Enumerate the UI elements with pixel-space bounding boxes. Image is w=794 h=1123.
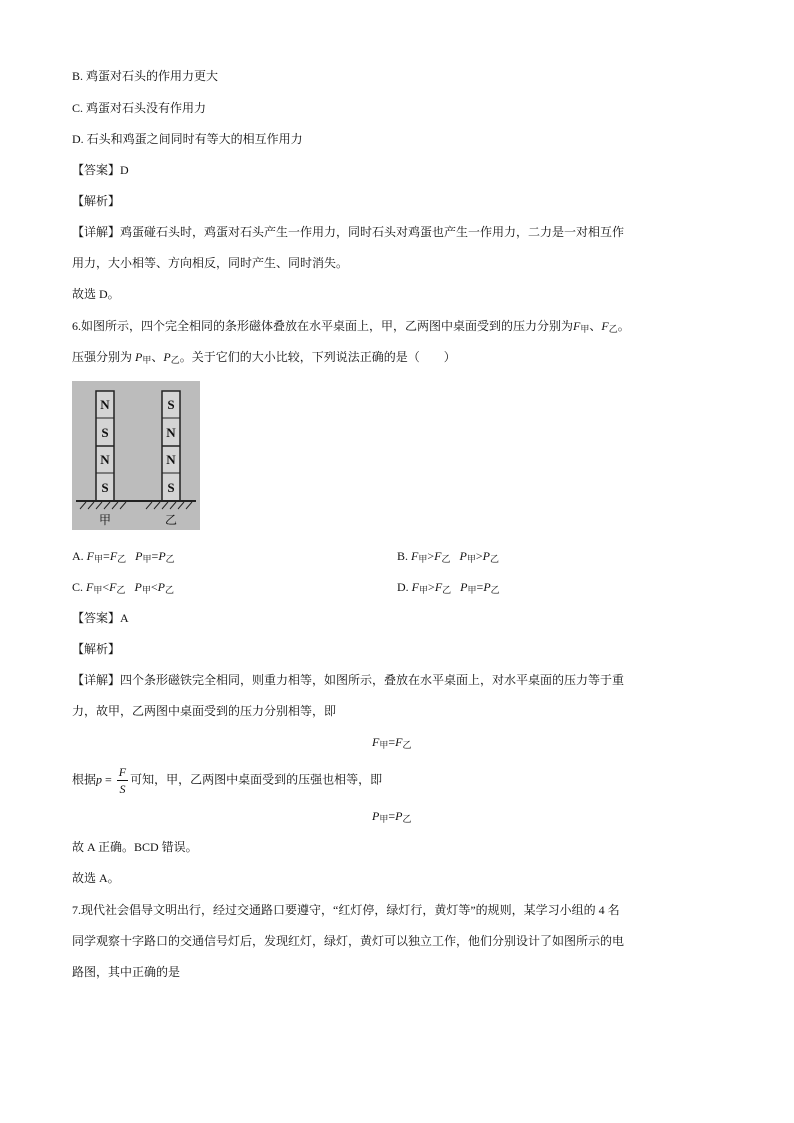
- q6-stem-text: 。关于它们的大小比较，下列说法正确的是（ ）: [179, 350, 456, 364]
- right-pole-label-1: S: [167, 397, 175, 412]
- subscript-jia: 甲: [466, 554, 476, 564]
- fraction-denominator: S: [119, 782, 126, 796]
- q5-answer: [72, 160, 129, 180]
- subscript-yi: 乙: [442, 585, 452, 595]
- subscript-jia: 甲: [418, 554, 428, 564]
- relation: =: [476, 580, 484, 594]
- left-pole-label-4: S: [101, 480, 109, 495]
- formula-equals: =: [102, 772, 115, 787]
- pressure-symbol: P: [135, 350, 143, 364]
- q6-option-c: [72, 577, 174, 600]
- force-symbol: F: [372, 735, 380, 749]
- q5-option-d: D. 石头和鸡蛋之间同时有等大的相互作用力: [72, 132, 303, 146]
- subscript-yi: 乙: [402, 814, 412, 824]
- right-pole-label-4: S: [167, 480, 175, 495]
- force-symbol: F: [109, 549, 118, 563]
- option-letter: D.: [397, 580, 409, 594]
- option-letter: B.: [397, 549, 409, 563]
- formula-prefix: 根据: [72, 772, 97, 787]
- q6-equation-force: [372, 732, 412, 755]
- separator: 、: [151, 350, 164, 364]
- separator: 、: [589, 319, 602, 333]
- q6-stem-line-1: [72, 316, 630, 339]
- pressure-symbol: P: [134, 580, 142, 594]
- right-pole-label-2: N: [166, 425, 176, 440]
- force-symbol: F: [573, 319, 581, 333]
- q6-formula-line: [72, 764, 382, 797]
- relation: =: [103, 549, 110, 563]
- pressure-symbol: P: [482, 549, 490, 563]
- option-letter: C.: [72, 580, 84, 594]
- pressure-symbol: P: [157, 580, 165, 594]
- subscript-jia: 甲: [142, 355, 152, 365]
- subscript-jia: 甲: [580, 324, 590, 334]
- figure-label-jia: 甲: [98, 513, 112, 527]
- answer-value: D: [120, 163, 129, 177]
- force-symbol: F: [601, 319, 609, 333]
- q7-stem-line-3: 路图，其中正确的是: [72, 965, 181, 979]
- force-symbol: F: [395, 735, 403, 749]
- force-symbol: F: [86, 580, 94, 594]
- subscript-jia: 甲: [141, 585, 151, 595]
- q6-result: 故 A 正确。BCD 错误。: [72, 840, 198, 854]
- q6-stem-line-2: [72, 347, 456, 370]
- left-pole-label-3: N: [100, 452, 110, 467]
- right-pole-label-3: N: [166, 452, 176, 467]
- q6-stem-text: 压强分别为: [72, 350, 133, 364]
- subscript-yi: 乙: [441, 554, 451, 564]
- subscript-yi: 乙: [608, 324, 618, 334]
- pressure-symbol: P: [483, 580, 491, 594]
- period: 。: [617, 319, 630, 333]
- q6-stem-text: 6.如图所示，四个完全相同的条形磁体叠放在水平桌面上，甲，乙两图中桌面受到的压力分别为: [72, 319, 574, 333]
- q5-detail-line-1: 【详解】鸡蛋碰石头时，鸡蛋对石头产生一作用力，同时石头对鸡蛋也产生一作用力，二力是一对相互作: [72, 225, 625, 239]
- pressure-symbol: P: [395, 809, 403, 823]
- answer-value: A: [120, 611, 129, 625]
- formula-suffix: 可知，甲，乙两图中桌面受到的压强也相等，即: [130, 772, 383, 787]
- q5-conclusion: 故选 D。: [72, 287, 120, 301]
- q6-conclusion: 故选 A。: [72, 871, 120, 885]
- subscript-yi: 乙: [117, 554, 127, 564]
- pressure-symbol: P: [460, 580, 468, 594]
- answer-label: 【答案】: [72, 611, 121, 625]
- pressure-symbol: P: [158, 549, 166, 563]
- subscript-yi: 乙: [490, 585, 500, 595]
- option-letter: A.: [72, 549, 84, 563]
- subscript-yi: 乙: [170, 355, 180, 365]
- relation: <: [150, 580, 158, 594]
- q6-answer: [72, 608, 129, 628]
- force-symbol: F: [411, 580, 420, 594]
- formula-p: p: [96, 772, 103, 787]
- subscript-jia: 甲: [93, 585, 103, 595]
- q6-detail-line-1: 【详解】四个条形磁铁完全相同，则重力相等，如图所示，叠放在水平桌面上，对水平桌面的压力等于重: [72, 673, 625, 687]
- q5-option-c: C. 鸡蛋对石头没有作用力: [72, 101, 207, 115]
- figure-label-yi: 乙: [164, 513, 178, 527]
- force-symbol: F: [434, 580, 443, 594]
- force-symbol: F: [109, 580, 117, 594]
- relation: >: [428, 580, 435, 594]
- q7-stem-line-1: 7.现代社会倡导文明出行，经过交通路口要遵守，“红灯停，绿灯行，黄灯等”的规则，某学习小组的 4 名: [72, 903, 620, 917]
- subscript-jia: 甲: [94, 554, 104, 564]
- pressure-fraction: [117, 764, 128, 797]
- pressure-symbol: P: [372, 809, 380, 823]
- q6-option-a: [72, 546, 175, 569]
- pressure-symbol: P: [459, 549, 467, 563]
- fraction-numerator: F: [118, 765, 127, 779]
- q6-equation-pressure: [372, 806, 412, 829]
- subscript-jia: 甲: [419, 585, 429, 595]
- subscript-jia: 甲: [379, 740, 389, 750]
- left-pole-label-1: N: [100, 397, 110, 412]
- q5-option-b: B. 鸡蛋对石头的作用力更大: [72, 69, 219, 83]
- relation: =: [388, 809, 396, 823]
- q6-option-d: [397, 577, 500, 600]
- relation: =: [388, 735, 396, 749]
- subscript-yi: 乙: [165, 554, 175, 564]
- relation: <: [102, 580, 110, 594]
- force-symbol: F: [86, 549, 95, 563]
- left-pole-label-2: S: [101, 425, 109, 440]
- force-symbol: F: [434, 549, 442, 563]
- relation: =: [151, 549, 159, 563]
- subscript-yi: 乙: [165, 585, 175, 595]
- magnet-stack-figure: [72, 381, 200, 530]
- subscript-jia: 甲: [379, 814, 389, 824]
- relation: >: [475, 549, 483, 563]
- q5-detail-line-2: 用力，大小相等、方向相反，同时产生、同时消失。: [72, 256, 349, 270]
- answer-label: 【答案】: [72, 163, 121, 177]
- q6-option-b: [397, 546, 499, 569]
- pressure-symbol: P: [163, 350, 171, 364]
- subscript-jia: 甲: [142, 554, 152, 564]
- subscript-jia: 甲: [467, 585, 477, 595]
- q5-analysis-label: 【解析】: [72, 194, 121, 208]
- q6-detail-line-2: 力，故甲，乙两图中桌面受到的压力分别相等，即: [72, 704, 337, 718]
- pressure-symbol: P: [135, 549, 143, 563]
- subscript-yi: 乙: [490, 554, 500, 564]
- q6-analysis-label: 【解析】: [72, 642, 121, 656]
- subscript-yi: 乙: [116, 585, 126, 595]
- relation: >: [427, 549, 435, 563]
- force-symbol: F: [411, 549, 419, 563]
- q7-stem-line-2: 同学观察十字路口的交通信号灯后，发现红灯，绿灯，黄灯可以独立工作，他们分别设计了如图所示的电: [72, 934, 625, 948]
- subscript-yi: 乙: [402, 740, 412, 750]
